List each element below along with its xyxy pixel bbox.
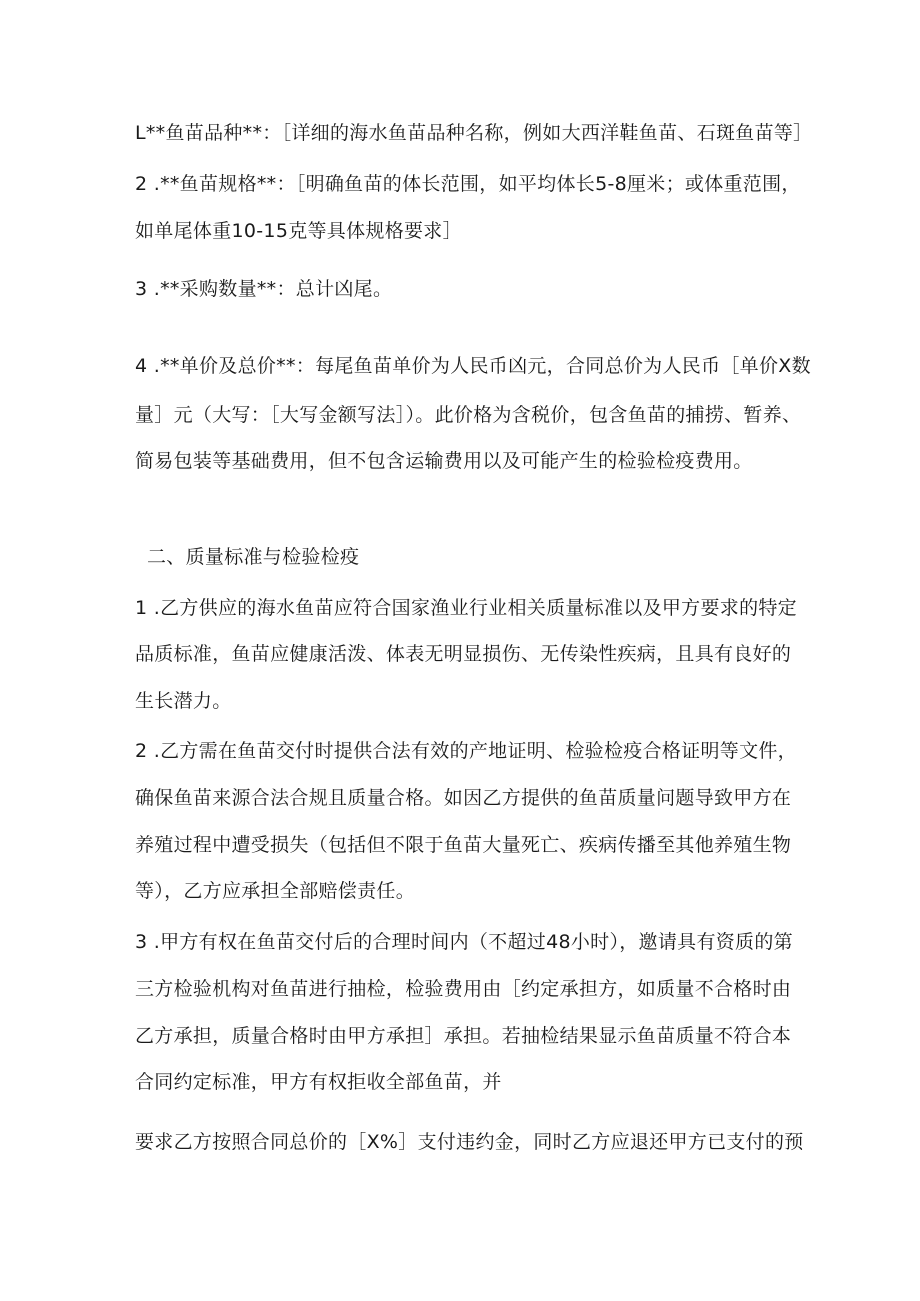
quality-clause-3: 3 .甲方有权在鱼苗交付后的合理时间内（不超过48小时），邀请具有资质的第 — [135, 931, 793, 953]
item-purchase-quantity: 3 .**采购数量**：总计凶尾。 — [135, 278, 393, 300]
quality-clause-3-cont-1: 三方检验机构对鱼苗进行抽检，检验费用由［约定承担方，如质量不合格时由 — [135, 978, 792, 1000]
quality-clause-1-cont-1: 品质标准，鱼苗应健康活泼、体表无明显损伤、无传染性疾病，且具有良好的 — [135, 643, 792, 665]
item-price-cont-2: 简易包装等基础费用，但不包含运输费用以及可能产生的检验检疫费用。 — [135, 450, 753, 472]
quality-clause-2-cont-3: 等），乙方应承担全部赔偿责任。 — [135, 880, 416, 902]
quality-clause-2-cont-1: 确保鱼苗来源合法合规且质量合格。如因乙方提供的鱼苗质量问题导致甲方在 — [135, 787, 792, 809]
quality-clause-3-cont-4: 要求乙方按照合同总价的［X%］支付违约金，同时乙方应退还甲方已支付的预 — [135, 1131, 804, 1153]
item-fish-spec-cont: 如单尾体重10-15克等具体规格要求］ — [135, 220, 462, 242]
quality-clause-1: 1 .乙方供应的海水鱼苗应符合国家渔业行业相关质量标准以及甲方要求的特定 — [135, 597, 797, 619]
item-price: 4 .**单价及总价**：每尾鱼苗单价为人民币凶元，合同总价为人民币［单价X数 — [135, 355, 811, 377]
quality-clause-3-cont-3: 合同约定标准，甲方有权拒收全部鱼苗，并 — [135, 1071, 502, 1093]
quality-clause-3-cont-2: 乙方承担，质量合格时由甲方承担］承担。若抽检结果显示鱼苗质量不符合本 — [135, 1025, 792, 1047]
item-price-cont-1: 量］元（大写：［大写金额写法］）。此价格为含税价，包含鱼苗的捕捞、暂养、 — [135, 404, 802, 426]
item-fish-spec: 2 .**鱼苗规格**：［明确鱼苗的体长范围，如平均体长5-8厘米；或体重范围， — [135, 173, 801, 195]
item-fish-variety: L**鱼苗品种**：［详细的海水鱼苗品种名称，例如大西洋鞋鱼苗、石斑鱼苗等］ — [135, 122, 813, 144]
section-heading-quality: 二、质量标准与检验检疫 — [147, 546, 360, 568]
quality-clause-1-cont-2: 生长潜力。 — [135, 690, 232, 712]
quality-clause-2-cont-2: 养殖过程中遭受损失（包括但不限于鱼苗大量死亡、疾病传播至其他养殖生物 — [135, 834, 792, 856]
quality-clause-2: 2 .乙方需在鱼苗交付时提供合法有效的产地证明、检验检疫合格证明等文件， — [135, 740, 797, 762]
